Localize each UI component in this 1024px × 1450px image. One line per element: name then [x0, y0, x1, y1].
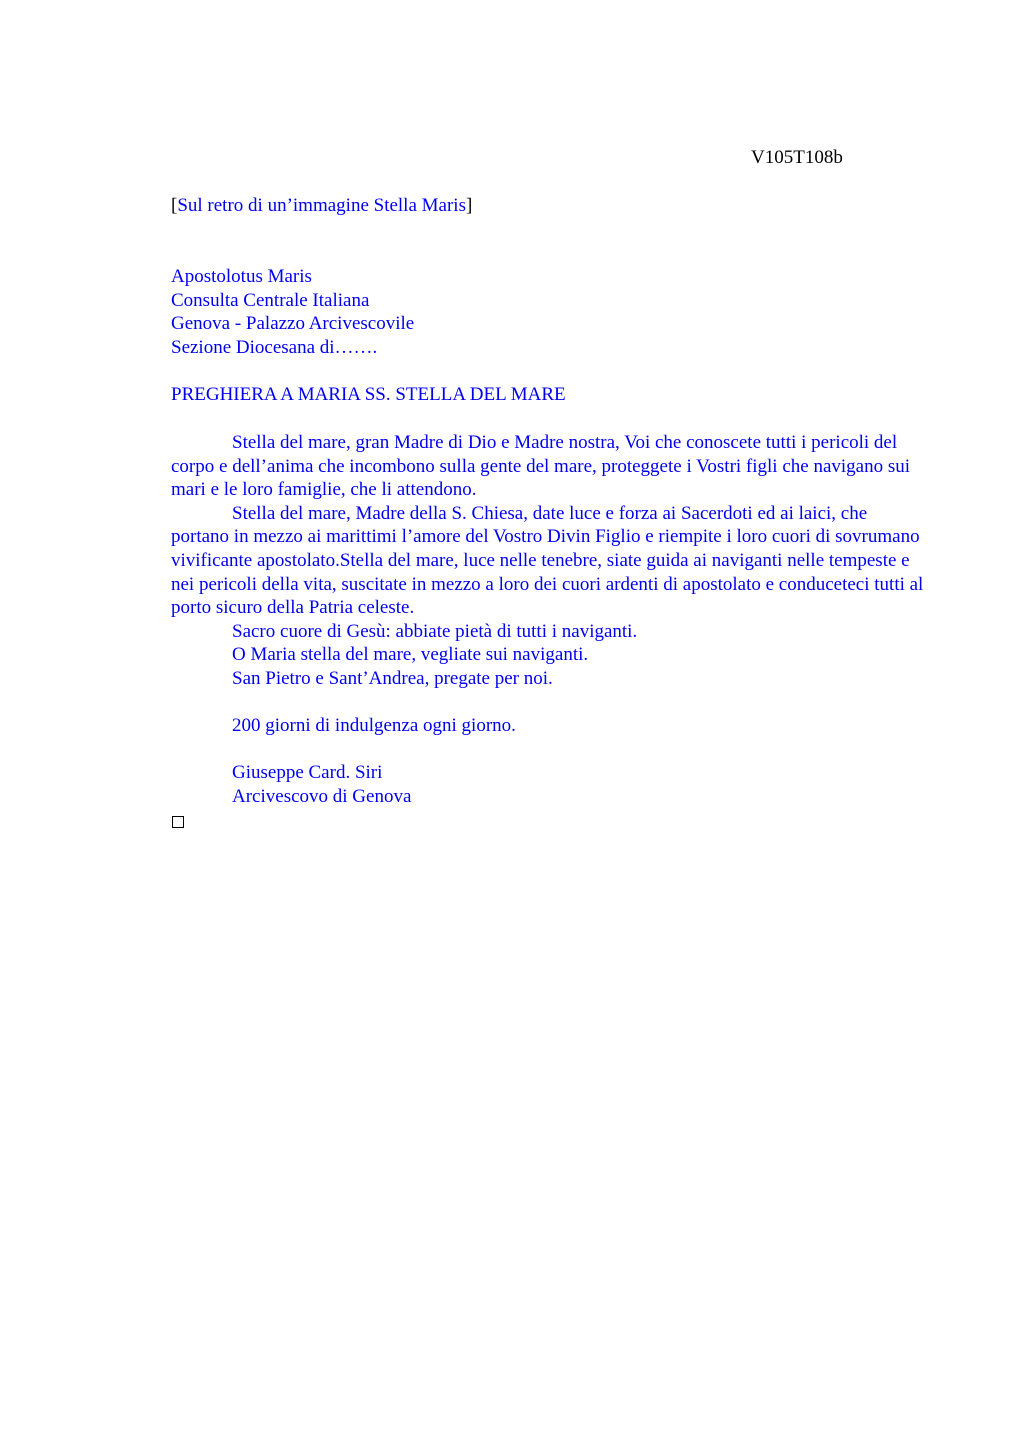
document-code: V105T108b [751, 147, 843, 168]
signature-name: Giuseppe Card. Siri [232, 762, 383, 784]
subtitle [171, 194, 472, 218]
subtitle-close-bracket: ] [465, 195, 473, 216]
header-line-organization: Apostolotus Maris [171, 266, 312, 287]
header-line-section: Sezione Diocesana di……. [171, 336, 378, 358]
subtitle-text: Sul retro di un’immagine Stella Maris [177, 195, 466, 216]
invocation-line: San Pietro e Sant’Andrea, pregate per noi. [232, 667, 553, 689]
spacer [171, 691, 926, 715]
prayer-body [171, 431, 926, 809]
organization-header [171, 265, 931, 359]
indulgence-note: 200 giorni di indulgenza ogni giorno. [232, 715, 516, 737]
spacer [171, 738, 926, 762]
square-marker-icon [172, 816, 184, 828]
invocation-line: O Maria stella del mare, vegliate sui naviganti. [232, 644, 589, 666]
invocation-line: Sacro cuore di Gesù: abbiate pietà di tutti i naviganti. [232, 620, 638, 642]
header-line-consulta: Consulta Centrale Italiana [171, 289, 370, 311]
subtitle-open-bracket: [ [171, 195, 178, 216]
prayer-paragraph: Stella del mare, gran Madre di Dio e Madre nostra, Voi che conoscete tutti i pericoli del corpo e dell’anima che incombono sulla gente del mare, proteggete i Vostri figli che navigano sui mari e le loro famiglie, che li attendono. [171, 432, 911, 501]
prayer-title: PREGHIERA A MARIA SS. STELLA DEL MARE [171, 384, 566, 405]
header-line-address: Genova - Palazzo Arcivescovile [171, 313, 415, 335]
prayer-paragraph: Stella del mare, Madre della S. Chiesa, date luce e forza ai Sacerdoti ed ai laici, che portano in mezzo ai marittimi l’amore del Vostro Divin Figlio e riempite i loro cuori di sovrumano vivificante apostolato.Stella del mare, luce nelle tenebre, siate guida ai naviganti nelle tempeste e nei pericoli della vita, suscitate in mezzo a loro dei cuori ardenti di apostolato e conduceteci tutti al porto sicuro della Patria celeste. [171, 502, 924, 619]
signature-title: Arcivescovo di Genova [232, 785, 412, 807]
